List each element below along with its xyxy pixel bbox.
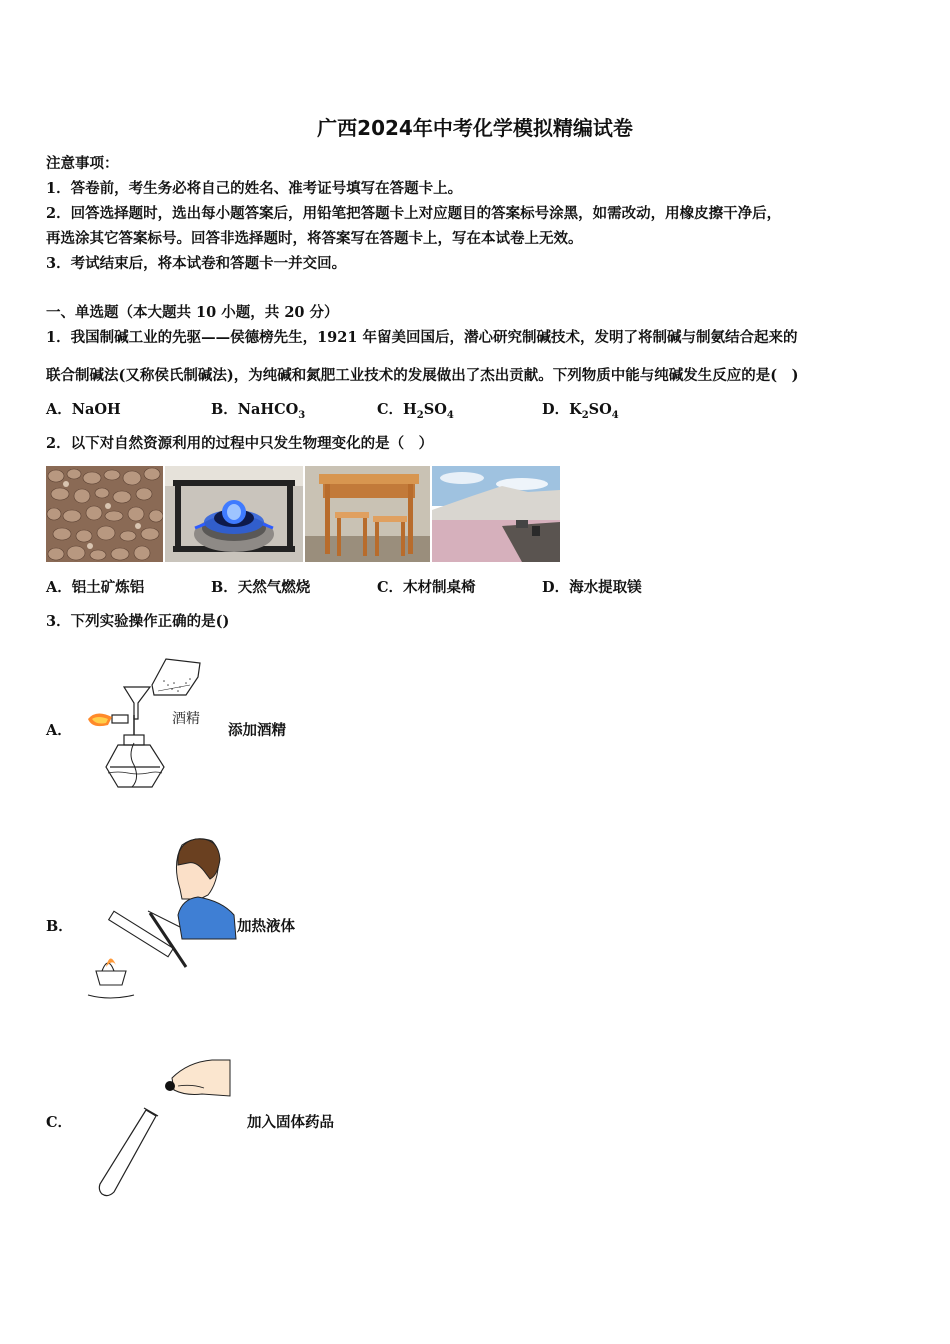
q3-option-c-label: C． [46,1114,73,1131]
q2-option-b: B．天然气燃烧 [211,579,311,596]
q2-option-a: A．铝土矿炼铝 [46,579,145,596]
q1-stem-line1: 1．我国制碱工业的先驱——侯德榜先生，1921 年留美回国后，潜心研究制碱技术，发明了将制碱与制氨结合起来的 [46,329,798,346]
heating-liquid-figure [78,835,238,999]
q1-option-c: C．$H_2SO_4$ [377,401,454,421]
page-title: 广西2024年中考化学模拟精编试卷 [317,116,633,140]
notice-item: 2．回答选择题时，选出每小题答案后，用铅笔把答题卡上对应题目的答案标号涂黑，如需改动，用橡皮擦干净后， [46,205,782,222]
q1-stem-line2: 联合制碱法(又称侯氏制碱法)，为纯碱和氮肥工业技术的发展做出了杰出贡献。下列物质中能与纯碱发生反应的是( ) [46,367,799,384]
q3-option-a-label: A． [46,722,72,739]
q3-option-b-text: 加热液体 [237,918,295,935]
notice-item: 3．考试结束后，将本试卷和答题卡一并交回。 [46,255,347,272]
q3-option-c-text: 加入固体药品 [247,1114,334,1131]
q2-option-c: C．木材制桌椅 [377,579,476,596]
q2-stem: 2．以下对自然资源利用的过程中只发生物理变化的是（ ） [46,435,434,452]
adding-alcohol-figure [78,655,213,797]
q3-option-b-label: B． [46,918,73,935]
desk-chairs-photo [305,466,430,562]
notice-heading: 注意事项： [46,155,119,172]
seawater-photo [432,466,560,562]
q1-option-a: A．NaOH [46,401,121,418]
q1-option-b: B．NaHCO$_3$ [211,401,306,421]
notice-item: 1．答卷前，考生务必将自己的姓名、准考证号填写在答题卡上。 [46,180,463,197]
adding-solid-figure [92,1050,234,1198]
q1-option-d: D．$K_2SO_4$ [542,401,619,421]
q3-stem: 3．下列实验操作正确的是() [46,613,230,630]
section-heading: 一、单选题（本大题共 10 小题，共 20 分） [46,304,339,321]
notice-item: 再选涂其它答案标号。回答非选择题时，将答案写在答题卡上，写在本试卷上无效。 [46,230,583,247]
bauxite-photo [46,466,163,562]
alcohol-label: 酒精 [172,711,200,727]
gas-stove-photo [165,466,303,562]
q3-option-a-text: 添加酒精 [228,722,286,739]
q2-option-d: D．海水提取镁 [542,579,642,596]
